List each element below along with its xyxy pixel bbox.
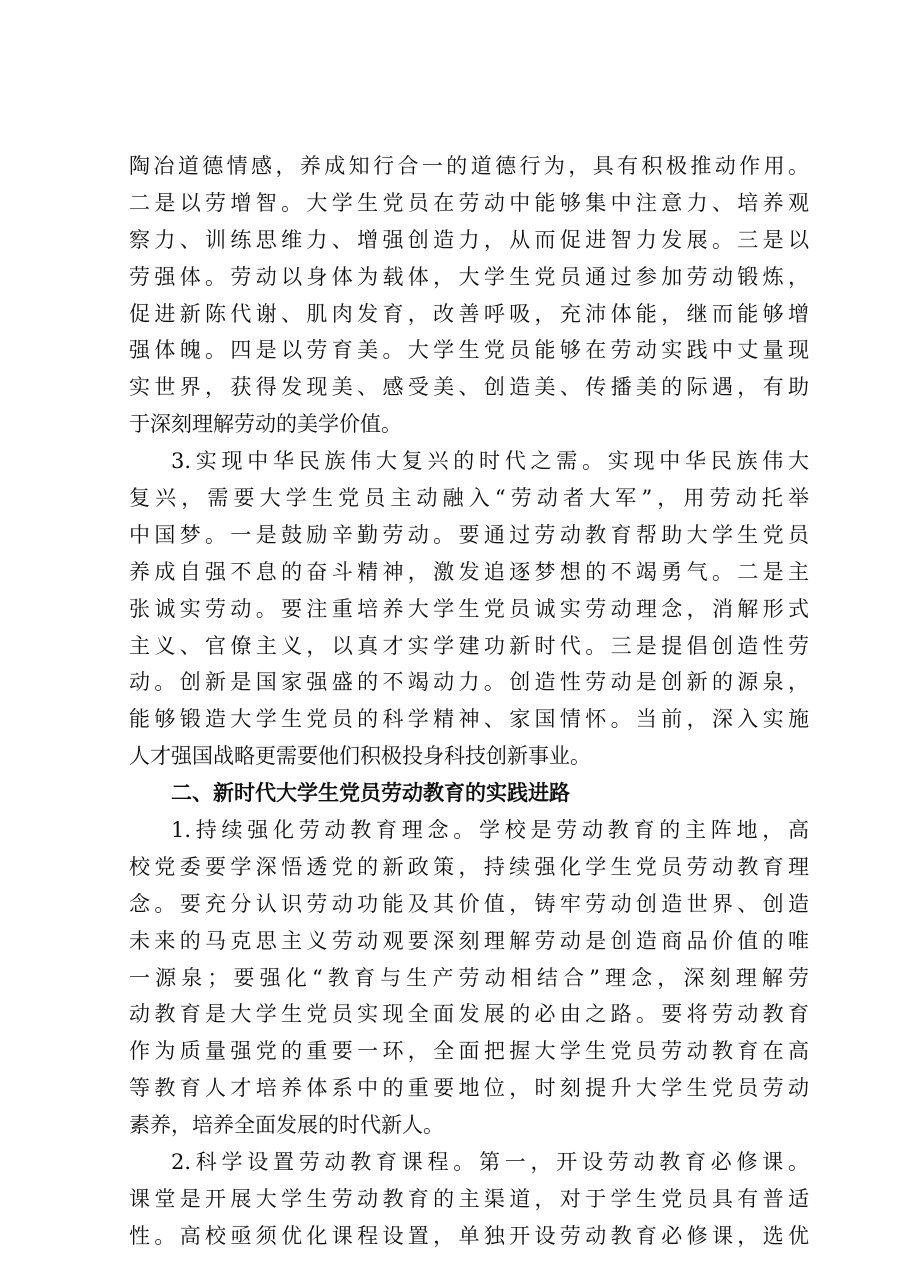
text-line: 性。高校亟须优化课程设置，单独开设劳动教育必修课，选优	[129, 1223, 809, 1248]
text-line: 校党委要学深悟透党的新政策，持续强化学生党员劳动教育理	[129, 854, 809, 879]
section-heading: 二、新时代大学生党员劳动教育的实践进路	[171, 781, 570, 806]
text-line: 课堂是开展大学生劳动教育的主渠道，对于学生党员具有普适	[129, 1186, 809, 1211]
text-line: 未来的马克思主义劳动观要深刻理解劳动是创造商品价值的唯	[129, 928, 809, 953]
text-line: 陶冶道德情感，养成知行合一的道德行为，具有积极推动作用。	[129, 154, 809, 178]
text-line: 二是以劳增智。大学生党员在劳动中能够集中注意力、培养观	[129, 190, 809, 215]
text-line: 主义、官僚主义，以真才实学建功新时代。三是提倡创造性劳	[129, 633, 809, 658]
text-line: 于深刻理解劳动的美学价值。	[129, 412, 402, 437]
text-line: 素养，培养全面发展的时代新人。	[129, 1113, 444, 1138]
text-line: 作为质量强党的重要一环，全面把握大学生党员劳动教育在高	[129, 1039, 809, 1064]
text-line: 实世界，获得发现美、感受美、创造美、传播美的际遇，有助	[129, 375, 809, 400]
text-line: 强体魄。四是以劳育美。大学生党员能够在劳动实践中丈量现	[129, 338, 809, 363]
text-line: 一源泉；要强化“教育与生产劳动相结合”理念，深刻理解劳	[129, 965, 809, 990]
text-line: 张诚实劳动。要注重培养大学生党员诚实劳动理念，消解形式	[129, 596, 809, 621]
text-line: 念。要充分认识劳动功能及其价值，铸牢劳动创造世界、创造	[129, 891, 809, 916]
text-line: 中国梦。一是鼓励辛勤劳动。要通过劳动教育帮助大学生党员	[129, 522, 809, 547]
text-line: 促进新陈代谢、肌肉发育，改善呼吸，充沛体能，继而能够增	[129, 301, 809, 326]
text-line: 劳强体。劳动以身体为载体，大学生党员通过参加劳动锻炼，	[129, 264, 809, 289]
text-line: 察力、训练思维力、增强创造力，从而促进智力发展。三是以	[129, 227, 809, 252]
text-line: 动教育是大学生党员实现全面发展的必由之路。要将劳动教育	[129, 1002, 809, 1027]
body-text	[129, 148, 809, 1255]
text-line: 1.持续强化劳动教育理念。学校是劳动教育的主阵地，高	[171, 818, 809, 843]
text-line: 3.实现中华民族伟大复兴的时代之需。实现中华民族伟大	[171, 449, 809, 474]
text-line: 动。创新是国家强盛的不竭动力。创造性劳动是创新的源泉，	[129, 670, 809, 695]
text-line: 2.科学设置劳动教育课程。第一，开设劳动教育必修课。	[171, 1150, 809, 1175]
text-line: 等教育人才培养体系中的重要地位，时刻提升大学生党员劳动	[129, 1076, 809, 1101]
text-line: 复兴，需要大学生党员主动融入“劳动者大军”，用劳动托举	[129, 486, 809, 511]
text-line: 能够锻造大学生党员的科学精神、家国情怀。当前，深入实施	[129, 707, 809, 732]
text-line: 养成自强不息的奋斗精神，激发追逐梦想的不竭勇气。二是主	[129, 559, 809, 584]
text-line: 人才强国战略更需要他们积极投身科技创新事业。	[129, 744, 591, 769]
